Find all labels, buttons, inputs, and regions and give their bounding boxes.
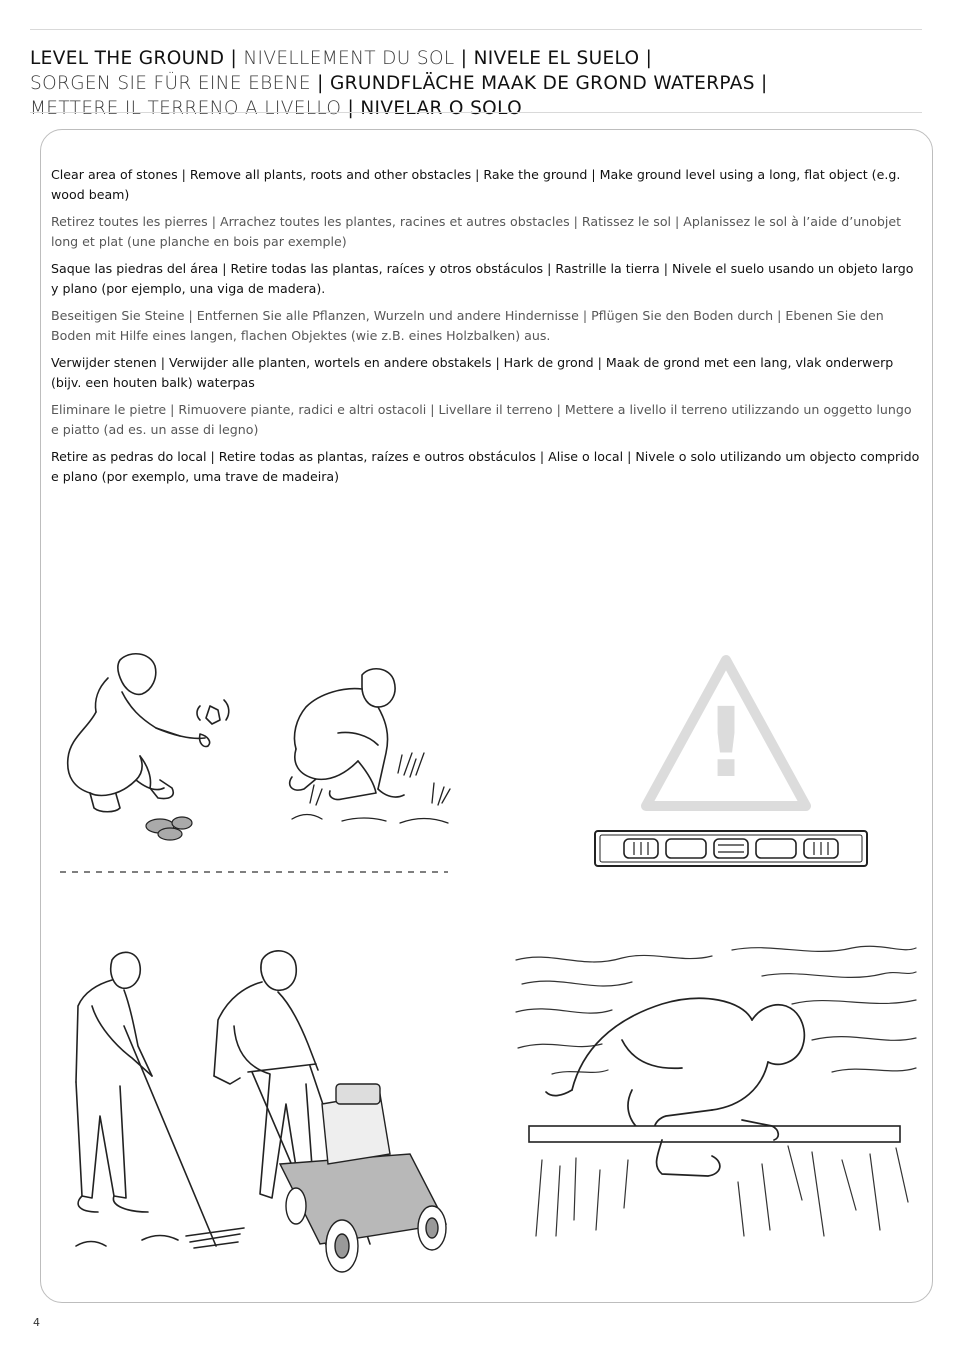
illustration-mowing [210,944,450,1274]
instruction-texts [51,165,921,494]
heading-es: | NIVELE EL SUELO | [460,48,653,69]
warning-exclamation: ! [704,687,748,799]
heading-en: LEVEL THE GROUND | [30,48,238,69]
heading-de: SORGEN SIE FÜR EINE EBENE [30,73,311,94]
illustration-leveling-beam [512,940,922,1240]
ground-dashed-line [60,868,450,876]
heading-pt: | NIVELAR O SOLO [347,98,522,119]
heading-rule [30,112,922,113]
top-rule [30,29,922,30]
instruction-es: Saque las piedras del área | Retire todas las plantas, raíces y otros obstáculos | Rastrille la tierra | Nivele el suelo usando un objeto largo y plano (por ejemplo, una viga de madera). [51,261,914,296]
instruction-nl: Verwijder stenen | Verwijder alle planten, wortels en andere obstakels | Hark de grond | Maak de grond met een lang, vlak onderwerp (bijv. een houten balk) waterpas [51,355,894,390]
illustration-remove-stones [60,648,240,843]
page-heading [30,46,930,121]
instruction-it: Eliminare le pietre | Rimuovere piante, radici e altri ostacoli | Livellare il terreno | Mettere a livello il terreno utilizzando un oggetto lungo e piatto (ad es. un asse di legno) [51,402,912,437]
warning-sign [638,652,814,812]
heading-fr: NIVELLEMENT DU SOL [243,48,455,69]
instruction-pt: Retire as pedras do local | Retire todas as plantas, raízes e outros obstáculos | Alise o local | Nivele o solo utilizando um objecto comprido e plano (por exemplo, uma trave de madeira) [51,449,920,484]
heading-it: METTERE IL TERRENO A LIVELLO [30,98,342,119]
illustration-remove-plants [282,663,472,833]
spirit-level-icon [594,830,868,868]
instruction-de: Beseitigen Sie Steine | Entfernen Sie alle Pflanzen, Wurzeln und andere Hindernisse | Pflügen Sie den Boden durch | Ebenen Sie den Boden mit Hilfe eines langen, flachen Objektes (wie z.B. eines Holzbalken) aus. [51,308,884,343]
instruction-en: Clear area of stones | Remove all plants, roots and other obstacles | Rake the ground | Make ground level using a long, flat object (e.g. wood beam) [51,167,901,202]
page-number: 4 [33,1316,40,1329]
instruction-fr: Retirez toutes les pierres | Arrachez toutes les plantes, racines et autres obstacles | Ratissez le sol | Aplanissez le sol à l’aide d’unobjet long et plat (une planche en bois par exemple) [51,214,902,249]
heading-de-nl: | GRUNDFLÄCHE MAAK DE GROND WATERPAS | [317,73,768,94]
